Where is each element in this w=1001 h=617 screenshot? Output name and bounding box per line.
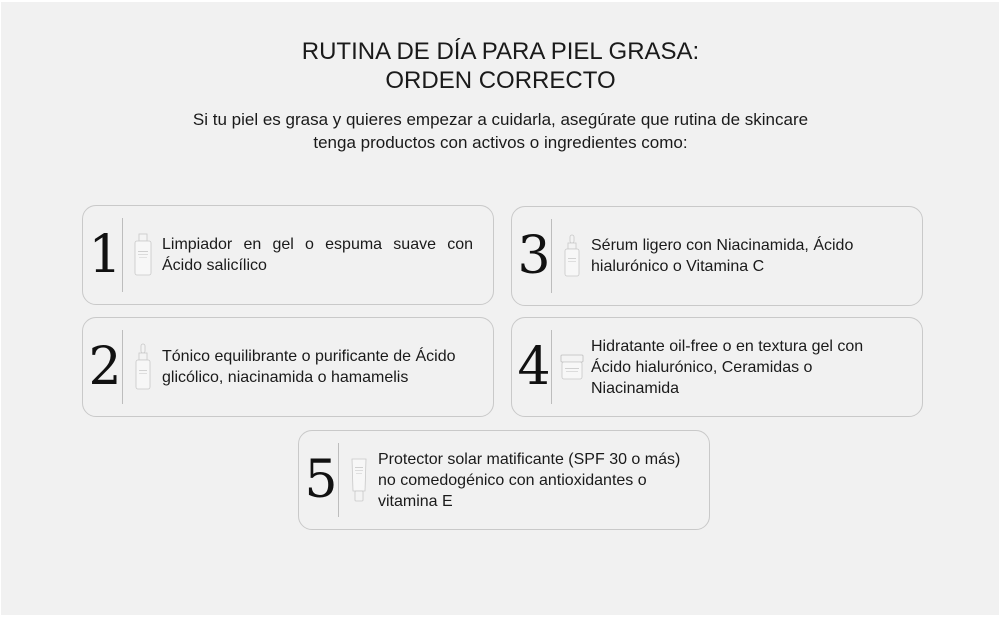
step-text [378,431,689,529]
step-text-content: Protector solar matificante (SPF 30 o más) no comedogénico con antioxidantes o vitamina E [378,450,681,510]
step-text [162,206,473,304]
title-line-1: RUTINA DE DÍA PARA PIEL GRASA: [301,38,700,65]
step-number: 2 [88,337,122,397]
step-text [162,318,473,416]
step-number: 1 [88,225,122,285]
step-text-content: Tónico equilibrante o purificante de Ácido glicólico, niacinamida o hamamelis [162,348,456,386]
step-text [591,318,902,416]
step-text-content: Hidratante oil-free o en textura gel con Ácido hialurónico, Ceramidas o Niacinamida [591,337,864,397]
page-title [0,37,1001,95]
divider [551,330,552,404]
cleanser-bottle-icon [131,228,155,282]
divider [551,219,552,293]
intro-line-2: tenga productos con activos o ingredientes como: [313,133,688,152]
divider [122,218,123,292]
toner-dropper-bottle-icon [131,340,155,394]
step-card-1 [82,205,494,305]
intro-line-1: Si tu piel es grasa y quieres empezar a cuidarla, asegúrate que rutina de skincare [192,110,809,129]
step-text-content: Limpiador en gel o espuma suave con Ácido salicílico [162,236,473,274]
divider [338,443,339,517]
step-text [591,207,902,305]
step-text-content: Sérum ligero con Niacinamida, Ácido hialurónico o Vitamina C [591,237,854,275]
step-number: 3 [517,226,551,286]
serum-dropper-bottle-icon [560,229,584,283]
step-number: 4 [517,337,551,397]
sunscreen-tube-icon [347,453,371,507]
step-card-2 [82,317,494,417]
step-number: 5 [304,450,338,510]
intro-text [0,108,1001,154]
step-card-3 [511,206,923,306]
title-line-2: ORDEN CORRECTO [385,67,616,94]
moisturizer-jar-icon [560,340,584,394]
step-card-5 [298,430,710,530]
step-card-4 [511,317,923,417]
divider [122,330,123,404]
